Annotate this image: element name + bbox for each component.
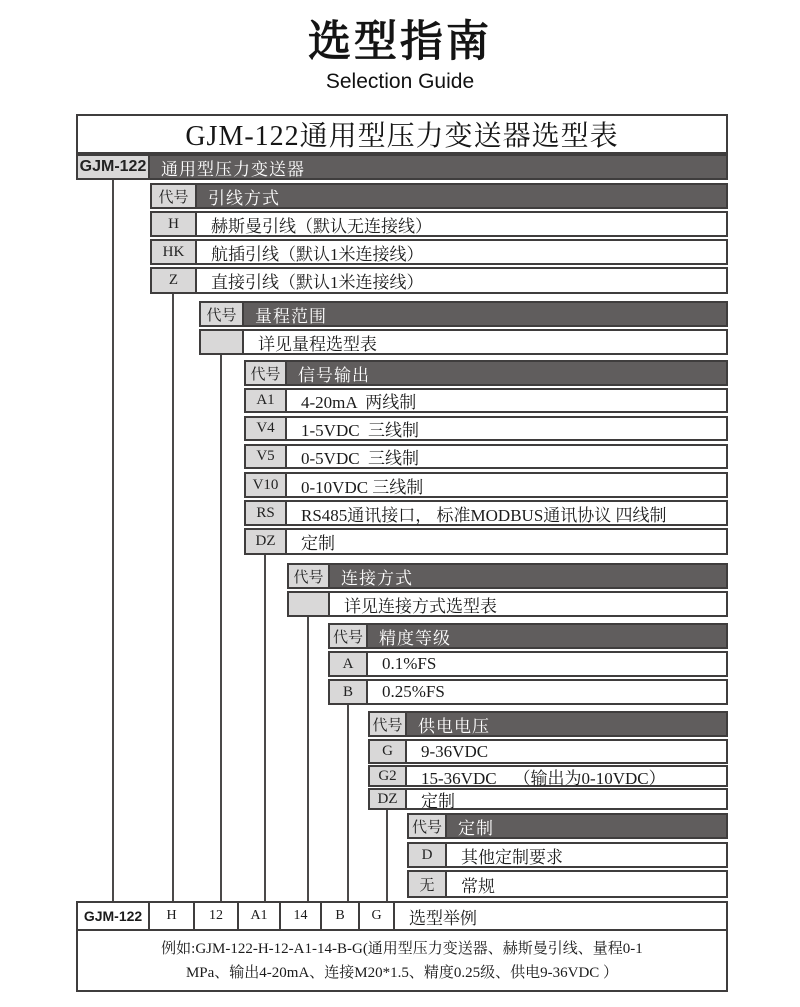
option-code-cell: V10 (244, 472, 287, 498)
section-title-bar: 引线方式 (195, 183, 728, 209)
footer-note (76, 929, 728, 992)
option-label-cell: 常规 (445, 870, 728, 898)
option-label-cell: 其他定制要求 (445, 842, 728, 868)
footer-line-2: MPa、输出4-20mA、连接M20*1.5、精度0.25级、供电9-36VDC ） (185, 964, 619, 981)
option-code-cell (199, 329, 244, 355)
option-row (244, 444, 728, 469)
option-label-cell: 4-20mA 两线制 (285, 388, 728, 413)
option-row (368, 739, 728, 764)
option-code-cell: G2 (368, 765, 407, 787)
code-header-cell: 代号 (407, 813, 447, 839)
model-row (76, 154, 728, 180)
option-label-cell: 赫斯曼引线（默认无连接线） (195, 211, 728, 237)
section-header-connection (287, 563, 728, 589)
option-label-cell: 0.1%FS (366, 651, 728, 677)
option-label-cell: 0-10VDC 三线制 (285, 472, 728, 498)
code-header-cell: 代号 (150, 183, 197, 209)
option-row (328, 651, 728, 677)
option-label-cell: 详见量程选型表 (242, 329, 728, 355)
section-header-lead-wire (150, 183, 728, 209)
section-title-bar: 信号输出 (285, 360, 728, 386)
option-code-cell: DZ (244, 528, 287, 555)
example-cell: B (320, 901, 360, 931)
model-code-cell: GJM-122 (76, 154, 150, 180)
option-code-cell: V4 (244, 416, 287, 441)
option-label-cell: 15-36VDC （输出为0-10VDC） (405, 765, 728, 787)
section-header-supply-voltage (368, 711, 728, 737)
option-row (368, 765, 728, 787)
option-row (244, 416, 728, 441)
connector-line (386, 807, 388, 903)
section-title-bar: 精度等级 (366, 623, 728, 649)
connector-line (220, 353, 222, 903)
option-label-cell: RS485通讯接口， 标准MODBUS通讯协议 四线制 (285, 500, 728, 526)
option-code-cell: DZ (368, 788, 407, 810)
footer-line-1: 例如:GJM-122-H-12-A1-14-B-G(通用型压力变送器、赫斯曼引线、量程0-1 (161, 940, 643, 957)
connector-line (172, 292, 174, 903)
option-row (287, 591, 728, 617)
code-header-cell: 代号 (244, 360, 287, 386)
page-title: 选型指南 (308, 18, 492, 66)
option-label-cell: 航插引线（默认1米连接线） (195, 239, 728, 265)
option-label-cell: 0.25%FS (366, 679, 728, 705)
option-row (150, 267, 728, 294)
section-title-bar: 连接方式 (328, 563, 728, 589)
example-cell: H (148, 901, 195, 931)
option-code-cell: A1 (244, 388, 287, 413)
option-code-cell: Z (150, 267, 197, 294)
option-row (199, 329, 728, 355)
page-subtitle: Selection Guide (325, 70, 475, 93)
code-header-cell: 代号 (368, 711, 407, 737)
section-header-accuracy (328, 623, 728, 649)
option-row (150, 211, 728, 237)
model-label-bar: 通用型压力变送器 (148, 154, 728, 180)
table-title: GJM-122通用型压力变送器选型表 (76, 114, 728, 154)
option-code-cell: V5 (244, 444, 287, 469)
connector-line (112, 178, 114, 903)
connector-line (347, 703, 349, 903)
option-code-cell: B (328, 679, 368, 705)
example-label-cell: 选型举例 (393, 901, 728, 931)
option-row (244, 528, 728, 555)
section-title-bar: 供电电压 (405, 711, 728, 737)
option-row (328, 679, 728, 705)
option-code-cell: H (150, 211, 197, 237)
option-code-cell: HK (150, 239, 197, 265)
example-cell-model: GJM-122 (76, 901, 150, 931)
option-row (368, 788, 728, 810)
connector-line (307, 615, 309, 903)
code-header-cell: 代号 (328, 623, 368, 649)
option-row (244, 472, 728, 498)
example-cell: 14 (279, 901, 322, 931)
section-header-range (199, 301, 728, 327)
example-cell: 12 (193, 901, 239, 931)
option-row (407, 870, 728, 898)
option-code-cell: G (368, 739, 407, 764)
option-row (407, 842, 728, 868)
section-header-signal-output (244, 360, 728, 386)
option-label-cell: 定制 (405, 788, 728, 810)
option-label-cell: 详见连接方式选型表 (328, 591, 728, 617)
option-label-cell: 定制 (285, 528, 728, 555)
option-code-cell: RS (244, 500, 287, 526)
option-label-cell: 9-36VDC (405, 739, 728, 764)
example-row (76, 901, 728, 931)
code-header-cell: 代号 (199, 301, 244, 327)
section-title-bar: 量程范围 (242, 301, 728, 327)
option-code-cell: 无 (407, 870, 447, 898)
option-row (244, 500, 728, 526)
option-label-cell: 0-5VDC 三线制 (285, 444, 728, 469)
option-label-cell: 1-5VDC 三线制 (285, 416, 728, 441)
option-code-cell (287, 591, 330, 617)
option-code-cell: D (407, 842, 447, 868)
code-header-cell: 代号 (287, 563, 330, 589)
option-row (150, 239, 728, 265)
section-header-custom (407, 813, 728, 839)
option-row (244, 388, 728, 413)
connector-line (264, 553, 266, 903)
section-title-bar: 定制 (445, 813, 728, 839)
option-code-cell: A (328, 651, 368, 677)
option-label-cell: 直接引线（默认1米连接线） (195, 267, 728, 294)
example-cell: G (358, 901, 395, 931)
example-cell: A1 (237, 901, 281, 931)
